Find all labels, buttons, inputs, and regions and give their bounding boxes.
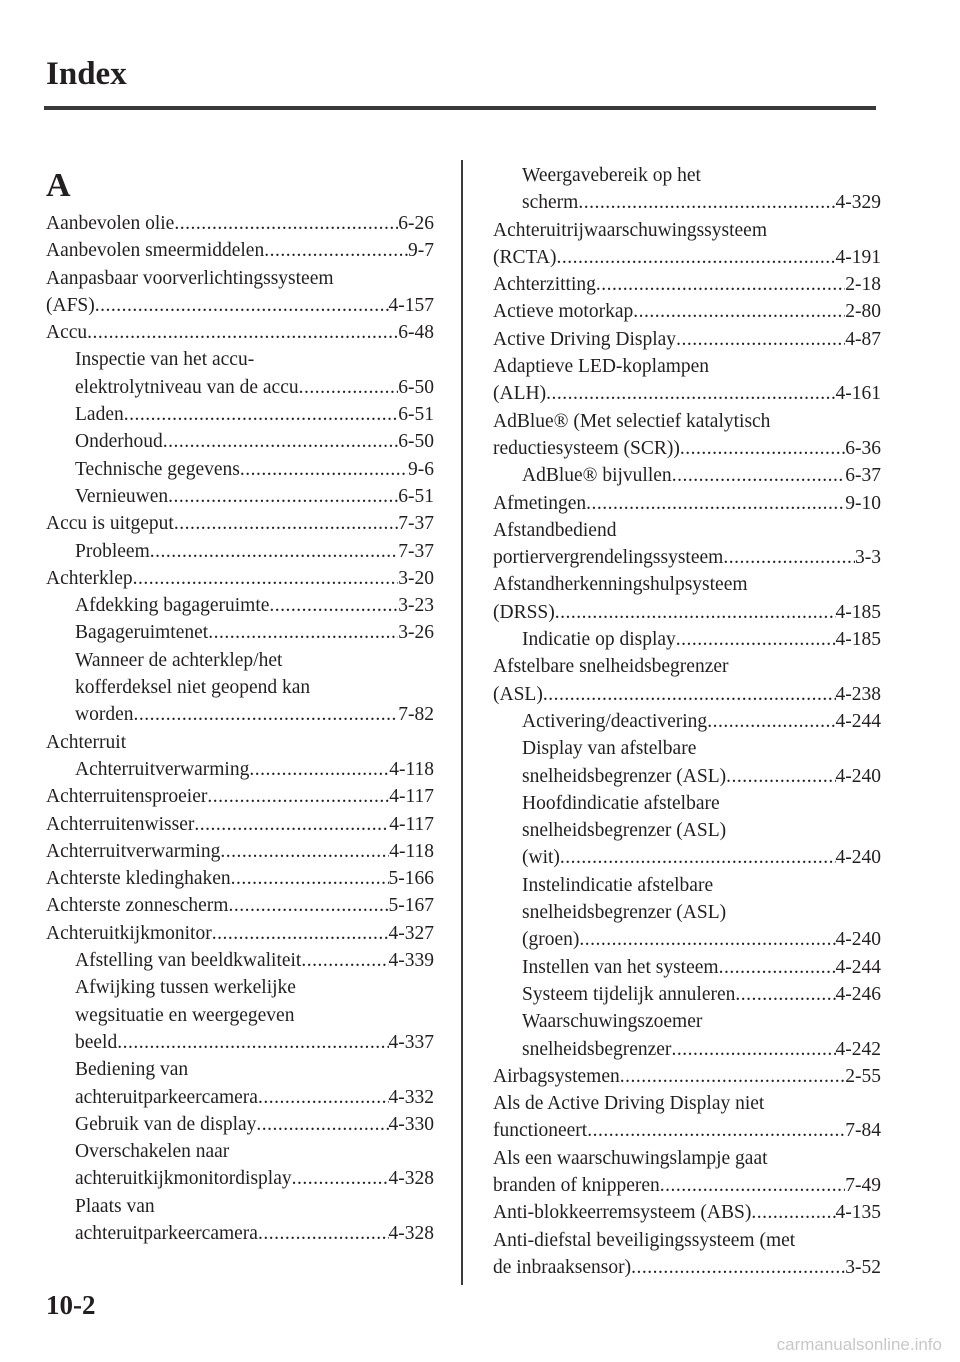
- index-entry-page: 6-26: [398, 213, 434, 234]
- index-entry: [493, 1172, 881, 1199]
- index-entry-text: Aanpasbaar voorverlichtingssysteem: [46, 267, 334, 289]
- index-entry: [493, 763, 881, 790]
- dot-leader: [174, 210, 398, 237]
- index-entry-page: 9-10: [845, 492, 881, 514]
- index-entry-text: Waarschuwingszoemer: [522, 1011, 703, 1033]
- index-entry: [493, 435, 881, 462]
- dot-leader: [301, 947, 388, 974]
- index-entry-page: 4-240: [835, 847, 881, 869]
- index-entry: [493, 380, 881, 407]
- index-entry-page: 7-84: [845, 1120, 881, 1142]
- dot-leader: [672, 462, 846, 489]
- index-entry-page: 3-26: [398, 622, 434, 644]
- index-entry: [46, 565, 434, 592]
- index-entry-page: 6-50: [398, 376, 434, 398]
- index-entry-page: 7-82: [398, 704, 434, 726]
- index-entry-page: 3-3: [855, 547, 881, 569]
- index-entry-page: 4-117: [389, 813, 434, 835]
- dot-leader: [671, 1036, 835, 1063]
- dot-leader: [735, 981, 835, 1008]
- index-entry-text: Technische gegevens: [75, 458, 240, 480]
- dot-leader: [163, 428, 399, 455]
- dot-leader: [117, 1029, 388, 1056]
- index-entry-page: 4-246: [835, 983, 881, 1005]
- dot-leader: [620, 1063, 846, 1090]
- index-entry: [493, 1036, 881, 1063]
- index-entry: [46, 701, 434, 728]
- index-entry: [493, 1063, 881, 1090]
- index-entry-text: wegsituatie en weergegeven: [75, 1004, 295, 1026]
- index-entry: [46, 1029, 434, 1056]
- index-entry-page: 4-185: [835, 601, 881, 623]
- index-entry: [493, 1008, 881, 1035]
- index-entry: [493, 244, 881, 271]
- dot-leader: [660, 1172, 845, 1199]
- index-entry-text: Wanneer de achterklep/het: [75, 649, 283, 671]
- index-entry: [493, 408, 881, 435]
- index-entry-page: 4-330: [388, 1113, 434, 1135]
- dot-leader: [560, 844, 836, 871]
- index-entry-page: 4-135: [835, 1202, 881, 1224]
- index-entry: [46, 1002, 434, 1029]
- index-entry-page: 6-51: [398, 485, 434, 507]
- index-entry: [46, 920, 434, 947]
- dot-leader: [264, 237, 408, 264]
- index-entry-text: Onderhoud: [75, 431, 163, 453]
- index-entry-text: (DRSS): [493, 601, 555, 623]
- index-entry-text: Achterste zonnescherm: [46, 895, 229, 917]
- dot-leader: [207, 783, 389, 810]
- index-entry-text: Airbagsystemen: [493, 1065, 620, 1087]
- index-entry-text: Afstelbare snelheidsbegrenzer: [493, 656, 729, 678]
- index-entry-text: Achterzitting: [493, 274, 596, 296]
- index-entry: [493, 271, 881, 298]
- index-entry-page: 4-337: [388, 1031, 434, 1053]
- index-entry-text: Afstandbediend: [493, 519, 617, 541]
- dot-leader: [719, 954, 836, 981]
- index-entry-page: 9-6: [408, 458, 434, 480]
- index-entry-text: snelheidsbegrenzer (ASL): [522, 820, 727, 842]
- index-entry-text: Achterklep: [46, 567, 133, 589]
- index-entry-page: 4-161: [835, 383, 881, 405]
- index-entry-page: 4-328: [388, 1168, 434, 1190]
- index-entry: [493, 790, 881, 817]
- index-entry-text: (groen): [522, 929, 580, 951]
- index-entry-page: 4-339: [388, 950, 434, 972]
- index-entry-page: 4-244: [835, 956, 881, 978]
- index-entry: [46, 756, 434, 783]
- index-entry-text: Als de Active Driving Display niet: [493, 1093, 765, 1115]
- index-entry-text: Afstelling van beeldkwaliteit: [75, 950, 302, 972]
- index-entry-text: (ASL): [493, 683, 543, 705]
- index-entry: [46, 292, 434, 319]
- watermark: carmanualsonline.info: [776, 1335, 942, 1354]
- dot-leader: [95, 292, 389, 319]
- index-entry-text: functioneert: [493, 1120, 588, 1142]
- page-number: 10-2: [46, 1290, 96, 1320]
- index-entry-text: Achterruitensproeier: [46, 786, 208, 808]
- column-divider: [461, 160, 463, 1285]
- index-entry-text: snelheidsbegrenzer (ASL): [522, 765, 727, 787]
- index-entry-text: Actieve motorkap: [493, 301, 634, 323]
- index-entry: [46, 838, 434, 865]
- index-entry-text: Plaats van: [75, 1195, 155, 1217]
- index-entry-page: 4-118: [389, 758, 434, 780]
- index-entry-text: Instelindicatie afstelbare: [522, 874, 714, 896]
- index-entry-page: 5-166: [388, 868, 434, 890]
- index-entry: [46, 510, 434, 537]
- index-entry-page: 4-238: [835, 683, 881, 705]
- dot-leader: [256, 1111, 388, 1138]
- index-entry-text: Anti-blokkeerremsysteem (ABS): [493, 1202, 752, 1224]
- index-entry-text: achteruitkijkmonitordisplay: [75, 1168, 292, 1190]
- index-entry: [493, 1117, 881, 1144]
- dot-leader: [168, 483, 398, 510]
- index-entry-text: Afmetingen: [493, 492, 587, 514]
- dot-leader: [543, 681, 836, 708]
- dot-leader: [150, 538, 399, 565]
- dot-leader: [723, 544, 855, 571]
- index-entry: [46, 428, 434, 455]
- index-entry-text: Accu is uitgeput: [46, 513, 174, 535]
- index-entry-page: 4-240: [835, 765, 881, 787]
- dot-leader: [258, 1220, 389, 1247]
- section-letter: A: [46, 167, 71, 204]
- index-entry-text: Achterste kledinghaken: [46, 868, 231, 890]
- index-entry-page: 6-37: [845, 465, 881, 487]
- index-entry-page: 4-332: [388, 1086, 434, 1108]
- index-entry-text: portiervergrendelingssysteem: [493, 547, 724, 569]
- index-entry-text: Bagageruimtenet: [75, 622, 209, 644]
- dot-leader: [556, 244, 835, 271]
- index-column-right: [493, 162, 881, 1281]
- index-entry-page: 2-55: [845, 1065, 881, 1087]
- index-entry: [46, 1111, 434, 1138]
- index-entry-text: reductiesysteem (SCR)): [493, 437, 680, 459]
- index-entry-page: 6-36: [845, 437, 881, 459]
- index-entry-page: 3-20: [398, 567, 434, 589]
- index-entry-text: Laden: [75, 404, 124, 426]
- header-rule: [44, 106, 876, 110]
- index-entry: [493, 981, 881, 1008]
- index-entry-text: Achteruitrijwaarschuwingssysteem: [493, 219, 768, 241]
- index-entry: [493, 298, 881, 325]
- dot-leader: [676, 626, 836, 653]
- index-entry: [46, 319, 434, 346]
- dot-leader: [299, 374, 399, 401]
- index-entry: [493, 872, 881, 899]
- index-entry: [493, 544, 881, 571]
- index-entry-page: 2-18: [845, 274, 881, 296]
- dot-leader: [174, 510, 398, 537]
- index-entry: [46, 483, 434, 510]
- dot-leader: [87, 319, 398, 346]
- index-entry-text: Instellen van het systeem: [522, 956, 719, 978]
- index-entry-text: scherm: [522, 192, 579, 214]
- index-entry-text: Afstandherkenningshulpsysteem: [493, 574, 748, 596]
- index-entry: [46, 374, 434, 401]
- index-entry-text: Achterruitenwisser: [46, 813, 195, 835]
- dot-leader: [240, 456, 408, 483]
- dot-leader: [586, 490, 845, 517]
- index-entry: [46, 783, 434, 810]
- dot-leader: [587, 1117, 845, 1144]
- dot-leader: [707, 708, 835, 735]
- index-entry-page: 9-7: [408, 240, 434, 262]
- index-entry: [46, 1084, 434, 1111]
- page-title: Index: [46, 56, 127, 92]
- dot-leader: [208, 619, 398, 646]
- index-entry: [493, 1227, 881, 1254]
- index-entry: [46, 265, 434, 292]
- index-entry-text: (wit): [522, 847, 560, 869]
- dot-leader: [269, 592, 398, 619]
- index-entry-page: 4-327: [388, 922, 434, 944]
- index-entry-page: 4-87: [845, 328, 881, 350]
- index-entry: [46, 647, 434, 674]
- index-entry-text: Adaptieve LED-koplampen: [493, 356, 710, 378]
- index-entry: [46, 865, 434, 892]
- index-entry-text: de inbraaksensor): [493, 1256, 632, 1278]
- dot-leader: [133, 565, 399, 592]
- index-entry-page: 6-51: [398, 404, 434, 426]
- index-entry: [46, 592, 434, 619]
- index-entry: [46, 974, 434, 1001]
- index-entry-page: 6-50: [398, 431, 434, 453]
- index-entry: [493, 162, 881, 189]
- index-entry-text: Afwijking tussen werkelijke: [75, 977, 296, 999]
- index-entry-text: Overschakelen naar: [75, 1141, 230, 1163]
- index-entry-text: Systeem tijdelijk annuleren: [522, 983, 736, 1005]
- index-entry-page: 3-52: [845, 1256, 881, 1278]
- index-entry-text: Achterruitverwarming: [75, 758, 250, 780]
- index-entry-text: Inspectie van het accu-: [75, 349, 255, 371]
- index-entry: [46, 538, 434, 565]
- index-entry-text: achteruitparkeercamera: [75, 1222, 258, 1244]
- index-entry: [493, 1145, 881, 1172]
- index-entry-text: Aanbevolen olie: [46, 213, 175, 234]
- dot-leader: [546, 380, 835, 407]
- dot-leader: [579, 926, 835, 953]
- dot-leader: [212, 920, 389, 947]
- dot-leader: [726, 763, 835, 790]
- index-entry: [493, 571, 881, 598]
- index-entry: [46, 346, 434, 373]
- index-entry-text: Achterruitverwarming: [46, 840, 221, 862]
- dot-leader: [751, 1199, 835, 1226]
- dot-leader: [258, 1084, 389, 1111]
- index-entry-text: Activering/deactivering: [522, 710, 708, 732]
- index-entry: [493, 462, 881, 489]
- index-entry: [46, 1220, 434, 1247]
- index-entry-page: 7-37: [398, 540, 434, 562]
- dot-leader: [578, 189, 835, 216]
- index-entry-text: elektrolytniveau van de accu: [75, 376, 299, 398]
- dot-leader: [124, 401, 399, 428]
- index-entry-text: Hoofdindicatie afstelbare: [522, 792, 720, 814]
- dot-leader: [292, 1165, 389, 1192]
- index-entry: [46, 729, 434, 756]
- dot-leader: [680, 435, 845, 462]
- index-entry-text: (ALH): [493, 383, 547, 405]
- index-entry-text: Aanbevolen smeermiddelen: [46, 240, 265, 262]
- index-entry-text: Gebruik van de display: [75, 1113, 257, 1135]
- index-entry-text: kofferdeksel niet geopend kan: [75, 677, 311, 699]
- index-entry-page: 5-167: [388, 895, 434, 917]
- index-entry-page: 6-48: [398, 322, 434, 344]
- index-entry-page: 3-23: [398, 595, 434, 617]
- index-entry-text: (AFS): [46, 294, 95, 316]
- index-entry-text: Vernieuwen: [75, 485, 169, 507]
- index-entry-text: snelheidsbegrenzer: [522, 1038, 672, 1060]
- index-entry: [493, 599, 881, 626]
- index-entry-text: AdBlue® bijvullen: [522, 465, 672, 487]
- index-entry-page: 7-49: [845, 1174, 881, 1196]
- index-entry-page: 4-328: [388, 1222, 434, 1244]
- index-entry: [493, 517, 881, 544]
- index-entry: [493, 1090, 881, 1117]
- dot-leader: [676, 326, 845, 353]
- index-entry-text: Weergavebereik op het: [522, 165, 701, 186]
- dot-leader: [631, 1254, 845, 1281]
- index-entry-text: Display van afstelbare: [522, 738, 697, 760]
- index-entry-text: Active Driving Display: [493, 328, 677, 350]
- dot-leader: [633, 298, 845, 325]
- index-entry: [46, 619, 434, 646]
- index-entry-page: 4-117: [389, 786, 434, 808]
- index-entry-text: Anti-diefstal beveiligingssysteem (met: [493, 1229, 796, 1251]
- index-entry-page: 4-240: [835, 929, 881, 951]
- index-entry: [493, 626, 881, 653]
- index-entries-right: [493, 162, 881, 1281]
- index-entry: [46, 892, 434, 919]
- dot-leader: [231, 865, 389, 892]
- dot-leader: [555, 599, 836, 626]
- index-entry: [493, 817, 881, 844]
- index-entry: [46, 674, 434, 701]
- index-entry-page: 4-242: [835, 1038, 881, 1060]
- dot-leader: [596, 271, 845, 298]
- index-entry-text: (RCTA): [493, 246, 557, 268]
- index-entry: [46, 237, 434, 264]
- dot-leader: [249, 756, 389, 783]
- index-entries-left: [46, 210, 434, 1247]
- index-entry: [493, 653, 881, 680]
- index-entry-text: achteruitparkeercamera: [75, 1086, 258, 1108]
- index-entry: [493, 1199, 881, 1226]
- index-entry: [46, 947, 434, 974]
- dot-leader: [194, 811, 389, 838]
- index-entry-page: 4-157: [388, 294, 434, 316]
- index-entry: [46, 456, 434, 483]
- index-entry: [493, 326, 881, 353]
- index-entry-page: 4-191: [835, 246, 881, 268]
- index-entry-text: Probleem: [75, 540, 150, 562]
- index-entry-page: 4-244: [835, 710, 881, 732]
- index-entry: [46, 1138, 434, 1165]
- index-entry-text: beeld: [75, 1031, 118, 1053]
- dot-leader: [133, 701, 398, 728]
- index-entry: [493, 926, 881, 953]
- index-entry: [493, 708, 881, 735]
- index-entry: [46, 1193, 434, 1220]
- index-entry: [46, 811, 434, 838]
- index-entry: [493, 899, 881, 926]
- index-entry-page: 4-118: [389, 840, 434, 862]
- index-entry-text: Accu: [46, 322, 88, 344]
- index-entry: [493, 353, 881, 380]
- index-entry: [46, 1165, 434, 1192]
- index-entry: [493, 217, 881, 244]
- index-entry-text: Als een waarschuwingslampje gaat: [493, 1147, 768, 1169]
- index-entry-text: AdBlue® (Met selectief katalytisch: [493, 410, 771, 432]
- index-entry: [46, 1056, 434, 1083]
- index-entry-text: Achterruit: [46, 731, 127, 753]
- index-entry-text: worden: [75, 704, 134, 726]
- dot-leader: [228, 892, 388, 919]
- index-entry-page: 7-37: [398, 513, 434, 535]
- index-entry: [46, 210, 434, 237]
- index-entry-page: 4-329: [835, 192, 881, 214]
- index-entry-text: Afdekking bagageruimte: [75, 595, 270, 617]
- dot-leader: [220, 838, 389, 865]
- index-entry: [493, 1254, 881, 1281]
- index-entry-text: branden of knipperen: [493, 1174, 660, 1196]
- index-entry: [46, 401, 434, 428]
- index-entry-page: 2-80: [845, 301, 881, 323]
- index-entry: [493, 844, 881, 871]
- index-entry: [493, 954, 881, 981]
- index-entry-text: Indicatie op display: [522, 629, 676, 651]
- index-entry: [493, 735, 881, 762]
- index-entry: [493, 490, 881, 517]
- index-entry-text: snelheidsbegrenzer (ASL): [522, 902, 727, 924]
- index-entry: [493, 189, 881, 216]
- index-entry-text: Bediening van: [75, 1059, 189, 1081]
- index-entry: [493, 681, 881, 708]
- index-entry-text: Achteruitkijkmonitor: [46, 922, 212, 944]
- index-column-left: [46, 162, 434, 1247]
- index-entry-page: 4-185: [835, 629, 881, 651]
